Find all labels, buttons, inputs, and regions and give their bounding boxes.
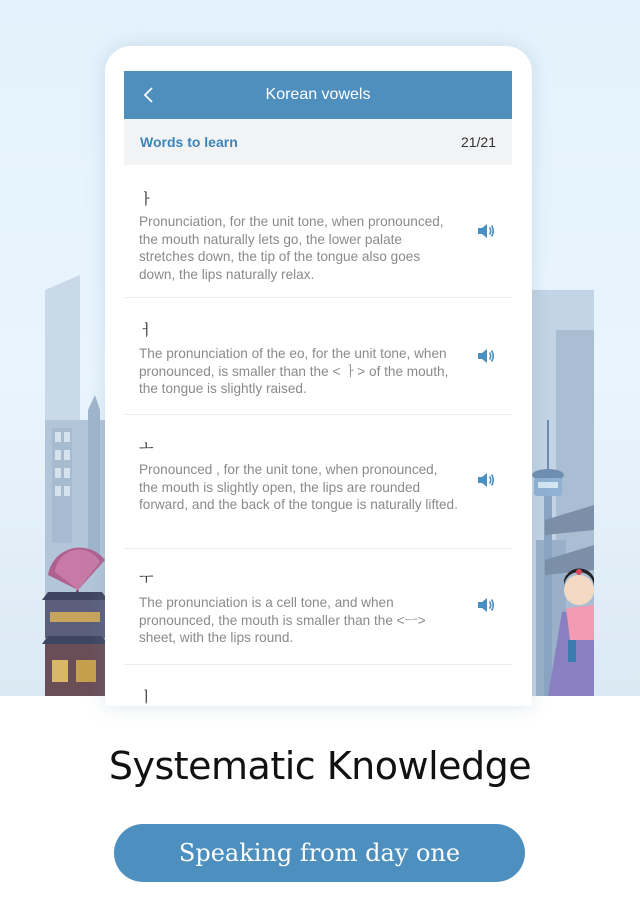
app-screen: [124, 71, 512, 706]
play-audio-button[interactable]: [476, 347, 496, 365]
speaker-icon: [477, 472, 495, 488]
back-button[interactable]: [134, 81, 162, 109]
list-item: [124, 549, 512, 665]
vowel-character: ㅗ: [139, 437, 154, 455]
progress-count: 21/21: [460, 134, 496, 150]
vowel-character: ㅓ: [139, 321, 154, 339]
list-item: [124, 298, 512, 415]
phone-mockup: [105, 46, 532, 706]
speaker-icon: [477, 223, 495, 239]
speaking-cta-button[interactable]: Speaking from day one: [114, 824, 525, 882]
section-header: [124, 119, 512, 165]
play-audio-button[interactable]: [476, 596, 496, 614]
page-title: Korean vowels: [265, 86, 371, 103]
speaker-icon: [477, 348, 495, 364]
vowel-character: ㅜ: [139, 570, 154, 588]
play-audio-button[interactable]: [476, 471, 496, 489]
section-label: Words to learn: [140, 134, 238, 150]
list-item: [124, 665, 512, 706]
chevron-left-icon: [142, 86, 154, 104]
vowel-character: ㅏ: [139, 190, 154, 208]
vowel-description: Pronunciation, for the unit tone, when pronounced, the mouth naturally lets go, the lower palate stretches down, the tip of the tongue also goes down, the lips naturally relax.: [139, 214, 444, 282]
list-item: [124, 165, 512, 298]
vowel-description: The pronunciation of the eo, for the unit tone, when pronounced, is smaller than the < ㅏ> of the mouth, the tongue is slightly raised.: [139, 346, 449, 396]
list-item: [124, 415, 512, 549]
vowel-description: The pronunciation is a cell tone, and when pronounced, the mouth is smaller than the <ㅡ> sheet, with the lips round.: [139, 595, 426, 645]
vowel-description: Pronounced , for the unit tone, when pronounced, the mouth is slightly open, the lips are rounded forward, and the back of the tongue is naturally lifted.: [139, 462, 458, 512]
vowel-character: ㅣ: [139, 688, 154, 706]
promo-headline: Systematic Knowledge: [108, 744, 532, 788]
speaker-icon: [477, 597, 495, 613]
app-header: [124, 71, 512, 119]
play-audio-button[interactable]: [476, 222, 496, 240]
